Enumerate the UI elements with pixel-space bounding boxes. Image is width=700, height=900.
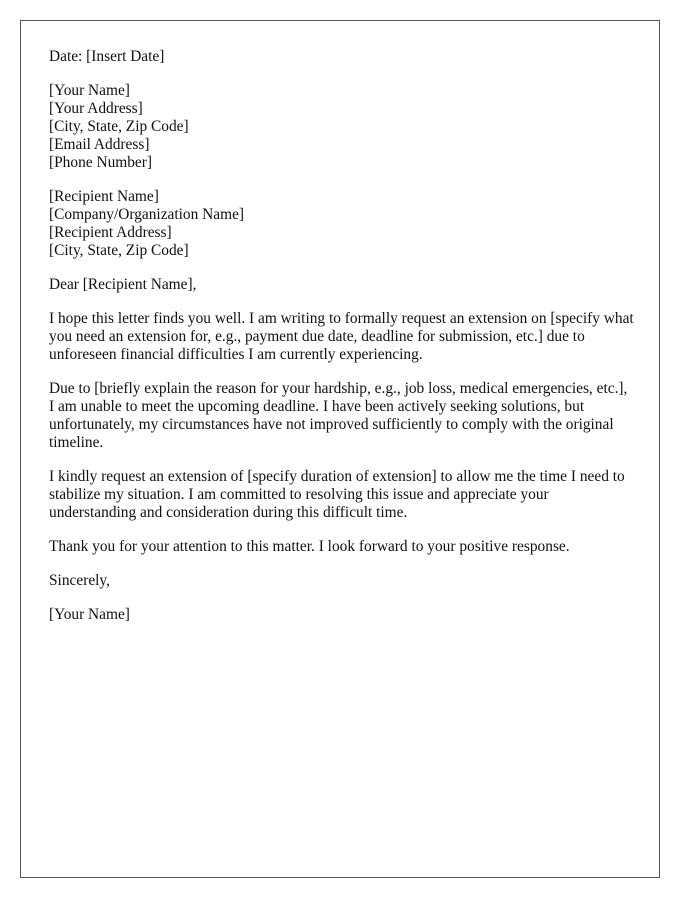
closing: Sincerely, [49, 572, 110, 589]
recipient-city-state-zip: [City, State, Zip Code] [49, 242, 189, 259]
sender-address: [Your Address] [49, 100, 143, 117]
recipient-address: [Recipient Address] [49, 224, 172, 241]
sender-email: [Email Address] [49, 136, 150, 153]
letter-body [49, 48, 635, 640]
recipient-address-block [49, 188, 635, 260]
sender-address-block [49, 82, 635, 172]
sender-phone: [Phone Number] [49, 154, 153, 171]
date-line: Date: [Insert Date] [49, 48, 165, 65]
body-paragraph-request: I kindly request an extension of [specify duration of extension] to allow me the time I need to stabilize my situation. I am committed to resolving this issue and appreciate your understanding and consideration during this difficult time. [49, 468, 625, 521]
letter-page [20, 20, 660, 878]
recipient-name: [Recipient Name] [49, 188, 159, 205]
sender-city-state-zip: [City, State, Zip Code] [49, 118, 189, 135]
sender-name: [Your Name] [49, 82, 130, 99]
body-paragraph-reason: Due to [briefly explain the reason for your hardship, e.g., job loss, medical emergencies, etc.], I am unable to meet the upcoming deadline. I have been actively seeking solutions, but unfortunately, my circumstances have not improved sufficiently to comply with the original timeline. [49, 380, 628, 451]
signature: [Your Name] [49, 606, 130, 623]
recipient-organization: [Company/Organization Name] [49, 206, 245, 223]
body-paragraph-intro: I hope this letter finds you well. I am writing to formally request an extension on [specify what you need an extension for, e.g., payment due date, deadline for submission, etc.] due to unforeseen financial difficulties I am currently experiencing. [49, 310, 634, 363]
salutation: Dear [Recipient Name], [49, 276, 197, 293]
body-paragraph-thanks: Thank you for your attention to this matter. I look forward to your positive response. [49, 538, 570, 555]
